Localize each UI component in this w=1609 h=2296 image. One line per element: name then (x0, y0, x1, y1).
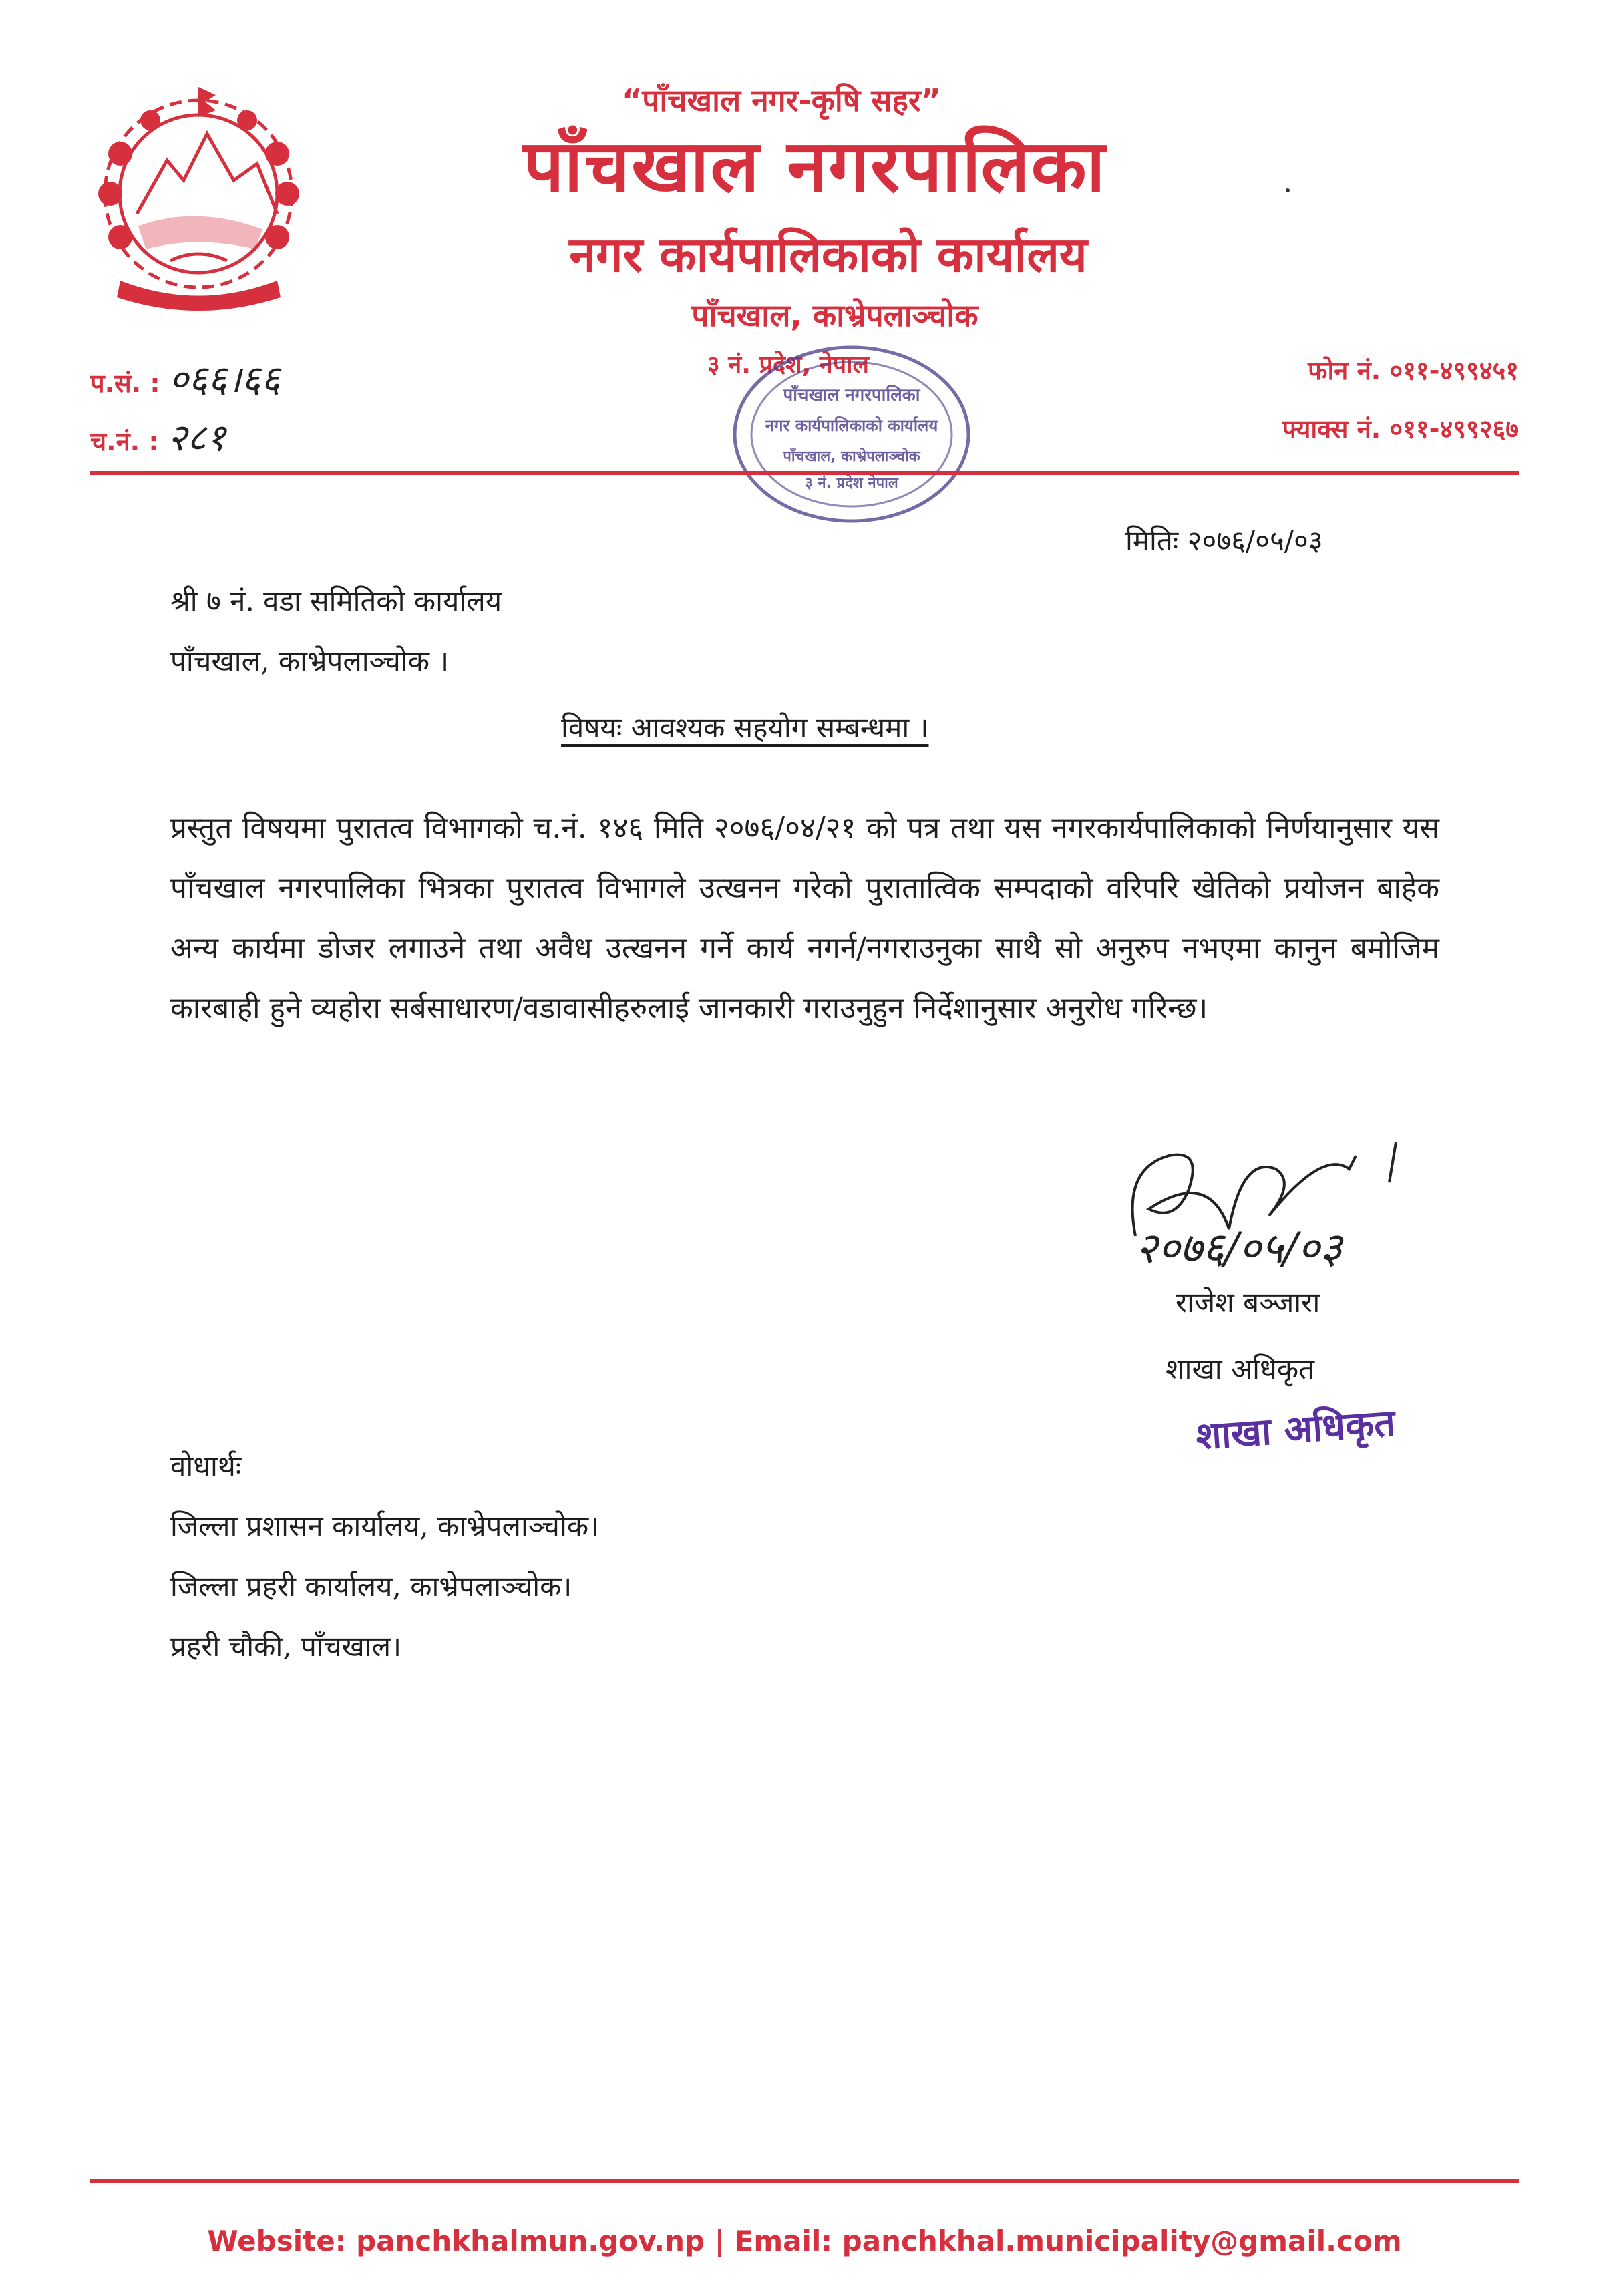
handwritten-date: २०७६/०५/०३ (1135, 1224, 1343, 1273)
header-tagline: “पाँचखाल नगर-कृषि सहर” (622, 82, 941, 118)
footer-divider (90, 2179, 1519, 2183)
cn-value: २८१ (167, 416, 226, 460)
cc-item: जिल्ला प्रहरी कार्यालय, काभ्रेपलाञ्चोक। (170, 1570, 572, 1603)
ps-value: ०६६।६६ (168, 358, 281, 401)
fax-number: फ्याक्स नं. ०११-४९९२६७ (1282, 414, 1519, 444)
signature (1109, 1129, 1469, 1283)
stamp-line1: पाँचखाल नगरपालिका (783, 385, 920, 405)
stray-dot (1286, 188, 1290, 192)
letter-body: प्रस्तुत विषयमा पुरातत्व विभागको च.नं. १४६ मिति २०७६/०४/२१ को पत्र तथा यस नगरकार्यपालिकाको निर्णयानुसार यस पाँचखाल नगरपालिका भित्रका पुरातत्व विभागले उत्खनन गरेको पुरातात्विक सम्पदाको वरिपरि खेतिको प्रयोजन बाहेक अन्य कार्यमा डोजर लगाउने तथा अवैध उत्खनन गर्ने कार्य नगर्न/नगराउनुका साथै सो अनुरुप नभएमा कानुन बमोजिम कारबाही हुने व्यहोरा सर्बसाधारण/वडावासीहरुलाई जानकारी गराउनुहुन निर्देशानुसार अनुरोध गरिन्छ। (170, 811, 1439, 1025)
stamp-graphic (725, 334, 978, 534)
footer-contact: Website: panchkhalmun.gov.np | Email: panchkhal.municipality@gmail.com (207, 2225, 1402, 2257)
cc-heading: वोधार्थः (170, 1450, 242, 1482)
designation-stamp: शाखा अधिकृत (1194, 1401, 1397, 1459)
header-subtitle: नगर कार्यपालिकाको कार्यालय (569, 226, 1087, 283)
recipient-line1: श्री ७ नं. वडा समितिको कार्यालय (170, 585, 502, 617)
header-divider (90, 471, 1519, 475)
stamp-line3: पाँचखाल, काभ्रेपलाञ्चोक (783, 448, 920, 465)
signatory-name: राजेश बञ्जारा (1176, 1286, 1320, 1319)
cc-item: प्रहरी चौकी, पाँचखाल। (170, 1630, 402, 1663)
emblem-graphic (83, 80, 314, 314)
reference-cn (90, 411, 226, 462)
stamp-line4: ३ नं. प्रदेश नेपाल (805, 475, 898, 492)
header-province: ३ नं. प्रदेश, नेपाल (707, 351, 869, 379)
ps-label: प.सं. : (90, 369, 160, 398)
cn-label: च.नं. : (90, 427, 159, 456)
signature-scribble (1109, 1129, 1469, 1283)
recipient-line2: पाँचखाल, काभ्रेपलाञ्चोक । (170, 645, 450, 677)
office-stamp (725, 334, 978, 534)
municipality-emblem (83, 80, 314, 314)
phone-number: फोन नं. ०११-४९९४५१ (1308, 356, 1519, 385)
cc-item: जिल्ला प्रशासन कार्यालय, काभ्रेपलाञ्चोक। (170, 1510, 600, 1542)
reference-ps (90, 353, 281, 403)
header-address: पाँचखाल, काभ्रेपलाञ्चोक (691, 297, 978, 333)
letter-date: मितिः २०७६/०५/०३ (1125, 524, 1323, 557)
letter-subject: विषयः आवश्यक सहयोग सम्बन्धमा । (561, 711, 929, 744)
header-title: पाँचखाल नगरपालिका (523, 125, 1107, 208)
signatory-designation: शाखा अधिकृत (1166, 1353, 1315, 1385)
stamp-line2: नगर कार्यपालिकाको कार्यालय (765, 416, 938, 435)
